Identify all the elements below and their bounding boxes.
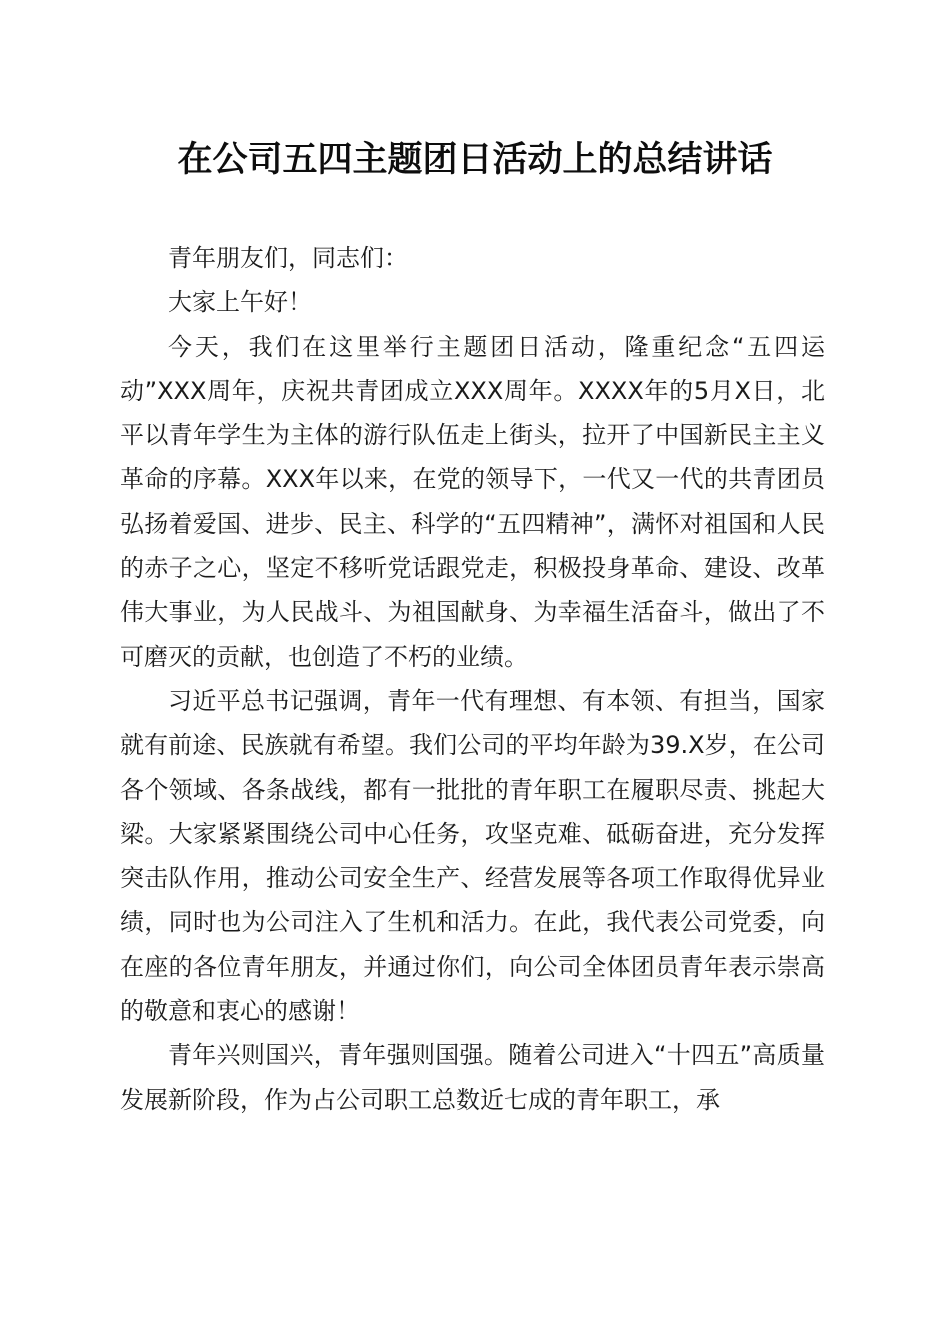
paragraph-commemoration: 今天，我们在这里举行主题团日活动，隆重纪念“五四运动”XXX周年，庆祝共青团成立XXX周年。XXXX年的5月X日，北平以青年学生为主体的游行队伍走上街头，拉开了中国新民主主义革命的序幕。XXX年以来，在党的领导下，一代又一代的共青团员弘扬着爱国、进步、民主、科学的“五四精神”，满怀对祖国和人民的赤子之心，坚定不移听党话跟党走，积极投身革命、建设、改革伟大事业，为人民战斗、为祖国献身、为幸福生活奋斗，做出了不可磨灭的贡献，也创造了不朽的业绩。 bbox=[120, 332, 825, 671]
document-body bbox=[120, 236, 825, 1122]
paragraph-youth-role: 习近平总书记强调，青年一代有理想、有本领、有担当，国家就有前途、民族就有希望。我们公司的平均年龄为39.X岁，在公司各个领域、各条战线，都有一批批的青年职工在履职尽责、挑起大梁。大家紧紧围绕公司中心任务，攻坚克难、砥砺奋进，充分发挥突击队作用，推动公司安全生产、经营发展等各项工作取得优异业绩，同时也为公司注入了生机和活力。在此，我代表公司党委，向在座的各位青年朋友，并通过你们，向公司全体团员青年表示崇高的敬意和衷心的感谢！ bbox=[120, 686, 825, 1026]
paragraph-new-stage: 青年兴则国兴，青年强则国强。随着公司进入“十四五”高质量发展新阶段，作为占公司职工总数近七成的青年职工，承 bbox=[120, 1041, 825, 1114]
paragraph-good-morning: 大家上午好！ bbox=[168, 288, 312, 317]
document-title: 在公司五四主题团日活动上的总结讲话 bbox=[177, 139, 773, 180]
paragraph-greeting: 青年朋友们，同志们： bbox=[168, 244, 408, 272]
